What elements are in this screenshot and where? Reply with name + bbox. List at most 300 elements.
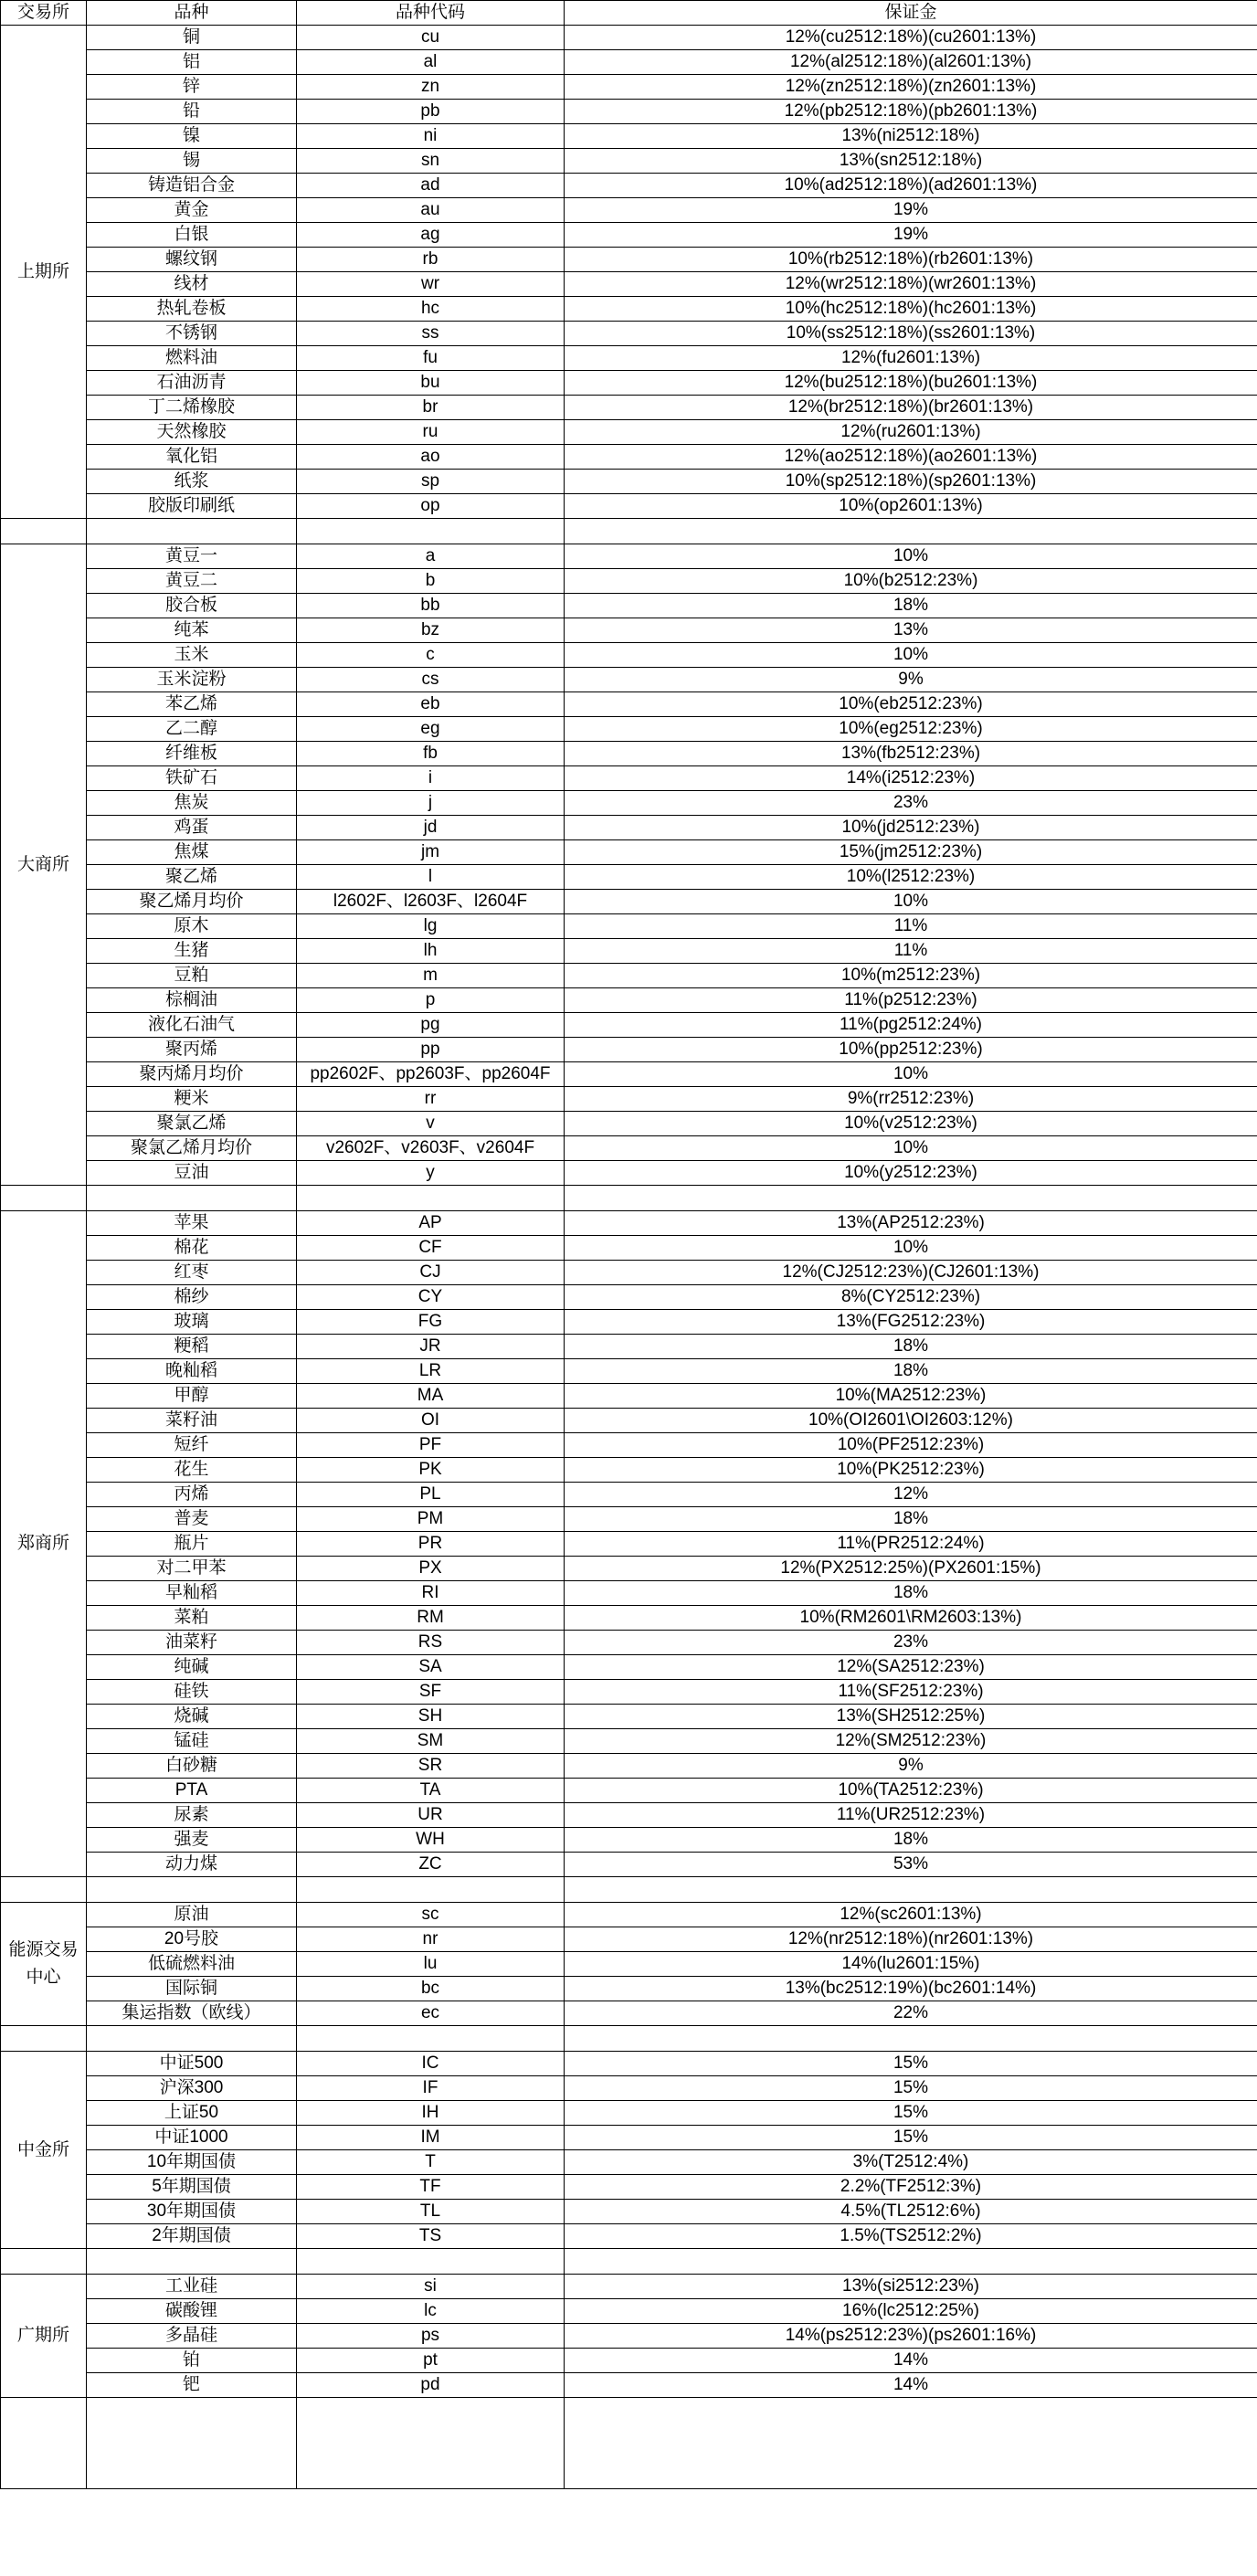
table-row xyxy=(1,618,1257,643)
code-cell: OI xyxy=(297,1409,565,1433)
table-row xyxy=(1,124,1257,149)
table-row xyxy=(1,890,1257,914)
margin-cell: 4.5%(TL2512:6%) xyxy=(565,2200,1257,2224)
code-cell: op xyxy=(297,494,565,519)
table-row xyxy=(1,322,1257,346)
variety-cell: 聚丙烯月均价 xyxy=(87,1062,297,1087)
code-cell: SM xyxy=(297,1729,565,1754)
variety-cell: 粳稻 xyxy=(87,1335,297,1359)
variety-cell: 动力煤 xyxy=(87,1853,297,1877)
variety-cell: 5年期国债 xyxy=(87,2175,297,2200)
table-row xyxy=(1,766,1257,791)
variety-cell: 工业硅 xyxy=(87,2275,297,2299)
table-row xyxy=(1,544,1257,569)
code-cell: UR xyxy=(297,1803,565,1828)
table-row xyxy=(1,865,1257,890)
margin-cell: 13%(AP2512:23%) xyxy=(565,1211,1257,1236)
table-row xyxy=(1,445,1257,470)
margin-cell: 12%(sc2601:13%) xyxy=(565,1903,1257,1927)
exchange-cell: 大商所 xyxy=(1,544,87,1186)
margin-cell: 18% xyxy=(565,1507,1257,1532)
empty-cell xyxy=(1,1877,87,1903)
empty-cell xyxy=(1,519,87,544)
exchange-cell: 上期所 xyxy=(1,26,87,519)
code-cell: wr xyxy=(297,272,565,297)
table-row xyxy=(1,816,1257,840)
margin-cell: 13% xyxy=(565,618,1257,643)
table-row xyxy=(1,75,1257,100)
code-cell: rb xyxy=(297,248,565,272)
table-row xyxy=(1,2126,1257,2150)
table-row xyxy=(1,297,1257,322)
code-cell: CF xyxy=(297,1236,565,1261)
table-row xyxy=(1,1903,1257,1927)
header-code: 品种代码 xyxy=(297,1,565,26)
empty-cell xyxy=(87,2398,297,2489)
variety-cell: 铂 xyxy=(87,2349,297,2373)
margin-cell: 12%(zn2512:18%)(zn2601:13%) xyxy=(565,75,1257,100)
margin-cell: 12%(ao2512:18%)(ao2601:13%) xyxy=(565,445,1257,470)
variety-cell: 热轧卷板 xyxy=(87,297,297,322)
code-cell: SF xyxy=(297,1680,565,1705)
table-row xyxy=(1,1087,1257,1112)
table-row xyxy=(1,248,1257,272)
empty-cell xyxy=(565,519,1257,544)
table-row xyxy=(1,1112,1257,1136)
code-cell: cu xyxy=(297,26,565,50)
code-cell: hc xyxy=(297,297,565,322)
variety-cell: 甲醇 xyxy=(87,1384,297,1409)
variety-cell: 玉米 xyxy=(87,643,297,668)
separator-row xyxy=(1,1877,1257,1903)
variety-cell: 烧碱 xyxy=(87,1705,297,1729)
table-row xyxy=(1,1384,1257,1409)
margin-cell: 12%(al2512:18%)(al2601:13%) xyxy=(565,50,1257,75)
table-row xyxy=(1,1952,1257,1977)
code-cell: fb xyxy=(297,742,565,766)
margin-cell: 10%(eg2512:23%) xyxy=(565,717,1257,742)
code-cell: SR xyxy=(297,1754,565,1779)
margin-cell: 11%(pg2512:24%) xyxy=(565,1013,1257,1038)
table-row xyxy=(1,569,1257,594)
empty-cell xyxy=(1,2398,87,2489)
empty-cell xyxy=(1,2026,87,2052)
code-cell: SH xyxy=(297,1705,565,1729)
variety-cell: 苹果 xyxy=(87,1211,297,1236)
variety-cell: 燃料油 xyxy=(87,346,297,371)
variety-cell: 焦炭 xyxy=(87,791,297,816)
code-cell: pd xyxy=(297,2373,565,2398)
code-cell: MA xyxy=(297,1384,565,1409)
table-row xyxy=(1,1211,1257,1236)
code-cell: sp xyxy=(297,470,565,494)
code-cell: PL xyxy=(297,1483,565,1507)
table-row xyxy=(1,2076,1257,2101)
margin-cell: 23% xyxy=(565,1631,1257,1655)
separator-row xyxy=(1,2249,1257,2275)
empty-cell xyxy=(1,2249,87,2275)
margin-cell: 13%(ni2512:18%) xyxy=(565,124,1257,149)
margin-cell: 10%(v2512:23%) xyxy=(565,1112,1257,1136)
variety-cell: 菜籽油 xyxy=(87,1409,297,1433)
variety-cell: 聚乙烯 xyxy=(87,865,297,890)
code-cell: ad xyxy=(297,174,565,198)
margin-cell: 18% xyxy=(565,594,1257,618)
variety-cell: 锰硅 xyxy=(87,1729,297,1754)
code-cell: al xyxy=(297,50,565,75)
code-cell: WH xyxy=(297,1828,565,1853)
variety-cell: 瓶片 xyxy=(87,1532,297,1557)
margin-cell: 19% xyxy=(565,223,1257,248)
margin-cell: 10%(OI2601\OI2603:12%) xyxy=(565,1409,1257,1433)
empty-cell xyxy=(297,2398,565,2489)
margin-cell: 13%(FG2512:23%) xyxy=(565,1310,1257,1335)
table-row xyxy=(1,717,1257,742)
table-row xyxy=(1,1161,1257,1186)
variety-cell: 纯苯 xyxy=(87,618,297,643)
margin-cell: 15%(jm2512:23%) xyxy=(565,840,1257,865)
table-row xyxy=(1,2349,1257,2373)
variety-cell: 胶版印刷纸 xyxy=(87,494,297,519)
variety-cell: 2年期国债 xyxy=(87,2224,297,2249)
code-cell: lc xyxy=(297,2299,565,2324)
variety-cell: 多晶硅 xyxy=(87,2324,297,2349)
code-cell: FG xyxy=(297,1310,565,1335)
table-row xyxy=(1,1655,1257,1680)
exchange-cell: 能源交易中心 xyxy=(1,1903,87,2026)
empty-cell xyxy=(565,2249,1257,2275)
code-cell: p xyxy=(297,988,565,1013)
variety-cell: 早籼稻 xyxy=(87,1581,297,1606)
code-cell: nr xyxy=(297,1927,565,1952)
margin-cell: 10%(hc2512:18%)(hc2601:13%) xyxy=(565,297,1257,322)
variety-cell: 30年期国债 xyxy=(87,2200,297,2224)
header-exchange: 交易所 xyxy=(1,1,87,26)
table-row xyxy=(1,1606,1257,1631)
margin-cell: 13%(si2512:23%) xyxy=(565,2275,1257,2299)
margin-cell: 10%(MA2512:23%) xyxy=(565,1384,1257,1409)
margin-cell: 19% xyxy=(565,198,1257,223)
code-cell: CY xyxy=(297,1285,565,1310)
table-row xyxy=(1,668,1257,692)
margin-cell: 23% xyxy=(565,791,1257,816)
code-cell: PM xyxy=(297,1507,565,1532)
variety-cell: 玉米淀粉 xyxy=(87,668,297,692)
table-row xyxy=(1,100,1257,124)
code-cell: JR xyxy=(297,1335,565,1359)
table-row xyxy=(1,470,1257,494)
variety-cell: 粳米 xyxy=(87,1087,297,1112)
code-cell: TA xyxy=(297,1779,565,1803)
code-cell: pp xyxy=(297,1038,565,1062)
margin-cell: 10% xyxy=(565,1062,1257,1087)
variety-cell: 鸡蛋 xyxy=(87,816,297,840)
code-cell: ps xyxy=(297,2324,565,2349)
variety-cell: 集运指数（欧线） xyxy=(87,2001,297,2026)
code-cell: pp2602F、pp2603F、pp2604F xyxy=(297,1062,565,1087)
code-cell: l2602F、l2603F、l2604F xyxy=(297,890,565,914)
table-row xyxy=(1,1359,1257,1384)
variety-cell: 20号胶 xyxy=(87,1927,297,1952)
code-cell: ec xyxy=(297,2001,565,2026)
code-cell: rr xyxy=(297,1087,565,1112)
table-body xyxy=(1,26,1257,2489)
variety-cell: 线材 xyxy=(87,272,297,297)
margin-cell: 14%(i2512:23%) xyxy=(565,766,1257,791)
variety-cell: 红枣 xyxy=(87,1261,297,1285)
code-cell: y xyxy=(297,1161,565,1186)
margin-cell: 9% xyxy=(565,1754,1257,1779)
empty-cell xyxy=(87,519,297,544)
code-cell: v2602F、v2603F、v2604F xyxy=(297,1136,565,1161)
variety-cell: 国际铜 xyxy=(87,1977,297,2001)
exchange-cell: 广期所 xyxy=(1,2275,87,2398)
table-row xyxy=(1,1557,1257,1581)
variety-cell: 苯乙烯 xyxy=(87,692,297,717)
table-row xyxy=(1,223,1257,248)
table-row xyxy=(1,939,1257,964)
code-cell: jm xyxy=(297,840,565,865)
variety-cell: 焦煤 xyxy=(87,840,297,865)
header-margin: 保证金 xyxy=(565,1,1257,26)
table-row xyxy=(1,2224,1257,2249)
margin-cell: 14% xyxy=(565,2373,1257,2398)
table-row xyxy=(1,396,1257,420)
table-row xyxy=(1,791,1257,816)
code-cell: PX xyxy=(297,1557,565,1581)
margin-cell: 13%(fb2512:23%) xyxy=(565,742,1257,766)
code-cell: PK xyxy=(297,1458,565,1483)
margin-cell: 13%(bc2512:19%)(bc2601:14%) xyxy=(565,1977,1257,2001)
empty-cell xyxy=(87,2249,297,2275)
table-row xyxy=(1,2324,1257,2349)
table-row xyxy=(1,1803,1257,1828)
table-row xyxy=(1,1038,1257,1062)
variety-cell: 生猪 xyxy=(87,939,297,964)
table-row xyxy=(1,1853,1257,1877)
variety-cell: 油菜籽 xyxy=(87,1631,297,1655)
code-cell: ZC xyxy=(297,1853,565,1877)
margin-cell: 13%(sn2512:18%) xyxy=(565,149,1257,174)
table-row xyxy=(1,1729,1257,1754)
separator-row xyxy=(1,2398,1257,2489)
variety-cell: 铜 xyxy=(87,26,297,50)
margin-cell: 18% xyxy=(565,1581,1257,1606)
variety-cell: 花生 xyxy=(87,1458,297,1483)
variety-cell: 镍 xyxy=(87,124,297,149)
variety-cell: PTA xyxy=(87,1779,297,1803)
margin-cell: 15% xyxy=(565,2076,1257,2101)
margin-cell: 10%(op2601:13%) xyxy=(565,494,1257,519)
variety-cell: 白银 xyxy=(87,223,297,248)
table-row xyxy=(1,1977,1257,2001)
empty-cell xyxy=(297,519,565,544)
margin-cell: 10% xyxy=(565,643,1257,668)
margin-cell: 11%(p2512:23%) xyxy=(565,988,1257,1013)
code-cell: RM xyxy=(297,1606,565,1631)
margin-cell: 12%(SM2512:23%) xyxy=(565,1729,1257,1754)
variety-cell: 上证50 xyxy=(87,2101,297,2126)
table-row xyxy=(1,2373,1257,2398)
variety-cell: 晚籼稻 xyxy=(87,1359,297,1384)
margin-cell: 10%(PK2512:23%) xyxy=(565,1458,1257,1483)
margin-cell: 10% xyxy=(565,1236,1257,1261)
margin-cell: 9% xyxy=(565,668,1257,692)
empty-cell xyxy=(297,2026,565,2052)
code-cell: IF xyxy=(297,2076,565,2101)
variety-cell: 黄豆二 xyxy=(87,569,297,594)
variety-cell: 碳酸锂 xyxy=(87,2299,297,2324)
margin-cell: 18% xyxy=(565,1359,1257,1384)
margin-cell: 10%(b2512:23%) xyxy=(565,569,1257,594)
code-cell: br xyxy=(297,396,565,420)
variety-cell: 黄豆一 xyxy=(87,544,297,569)
code-cell: RI xyxy=(297,1581,565,1606)
table-row xyxy=(1,1310,1257,1335)
variety-cell: 普麦 xyxy=(87,1507,297,1532)
variety-cell: 原木 xyxy=(87,914,297,939)
variety-cell: 对二甲苯 xyxy=(87,1557,297,1581)
margin-cell: 11%(UR2512:23%) xyxy=(565,1803,1257,1828)
empty-cell xyxy=(87,2026,297,2052)
variety-cell: 棉纱 xyxy=(87,1285,297,1310)
margin-cell: 12%(nr2512:18%)(nr2601:13%) xyxy=(565,1927,1257,1952)
header-row xyxy=(1,1,1257,26)
table-row xyxy=(1,1631,1257,1655)
margin-cell: 15% xyxy=(565,2126,1257,2150)
table-row xyxy=(1,174,1257,198)
table-row xyxy=(1,1705,1257,1729)
code-cell: ao xyxy=(297,445,565,470)
margin-cell: 3%(T2512:4%) xyxy=(565,2150,1257,2175)
table-row xyxy=(1,914,1257,939)
variety-cell: 菜粕 xyxy=(87,1606,297,1631)
margin-cell: 53% xyxy=(565,1853,1257,1877)
margin-cell: 16%(lc2512:25%) xyxy=(565,2299,1257,2324)
margin-cell: 10%(pp2512:23%) xyxy=(565,1038,1257,1062)
variety-cell: 石油沥青 xyxy=(87,371,297,396)
margin-cell: 12%(ru2601:13%) xyxy=(565,420,1257,445)
table-row xyxy=(1,50,1257,75)
margin-cell: 11%(PR2512:24%) xyxy=(565,1532,1257,1557)
margin-cell: 10%(m2512:23%) xyxy=(565,964,1257,988)
margin-cell: 12%(cu2512:18%)(cu2601:13%) xyxy=(565,26,1257,50)
margin-cell: 10% xyxy=(565,890,1257,914)
code-cell: pg xyxy=(297,1013,565,1038)
empty-cell xyxy=(297,1877,565,1903)
code-cell: bc xyxy=(297,1977,565,2001)
margin-cell: 2.2%(TF2512:3%) xyxy=(565,2175,1257,2200)
code-cell: ni xyxy=(297,124,565,149)
table-row xyxy=(1,1013,1257,1038)
table-row xyxy=(1,1458,1257,1483)
margin-cell: 1.5%(TS2512:2%) xyxy=(565,2224,1257,2249)
variety-cell: 短纤 xyxy=(87,1433,297,1458)
code-cell: i xyxy=(297,766,565,791)
empty-cell xyxy=(297,1186,565,1211)
table-row xyxy=(1,2001,1257,2026)
margin-cell: 8%(CY2512:23%) xyxy=(565,1285,1257,1310)
margin-cell: 10%(RM2601\RM2603:13%) xyxy=(565,1606,1257,1631)
variety-cell: 氧化铝 xyxy=(87,445,297,470)
table-row xyxy=(1,2200,1257,2224)
variety-cell: 铅 xyxy=(87,100,297,124)
variety-cell: 纸浆 xyxy=(87,470,297,494)
table-row xyxy=(1,2299,1257,2324)
variety-cell: 锌 xyxy=(87,75,297,100)
margin-cell: 12%(SA2512:23%) xyxy=(565,1655,1257,1680)
variety-cell: 原油 xyxy=(87,1903,297,1927)
margin-cell: 10%(l2512:23%) xyxy=(565,865,1257,890)
margin-cell: 12%(br2512:18%)(br2601:13%) xyxy=(565,396,1257,420)
table-row xyxy=(1,1680,1257,1705)
variety-cell: 聚氯乙烯月均价 xyxy=(87,1136,297,1161)
code-cell: pb xyxy=(297,100,565,124)
margin-cell: 11% xyxy=(565,939,1257,964)
code-cell: PF xyxy=(297,1433,565,1458)
code-cell: T xyxy=(297,2150,565,2175)
variety-cell: 中证1000 xyxy=(87,2126,297,2150)
margin-cell: 12%(CJ2512:23%)(CJ2601:13%) xyxy=(565,1261,1257,1285)
variety-cell: 强麦 xyxy=(87,1828,297,1853)
table-row xyxy=(1,1261,1257,1285)
table-row xyxy=(1,742,1257,766)
table-row xyxy=(1,1532,1257,1557)
table-row xyxy=(1,371,1257,396)
variety-cell: 铸造铝合金 xyxy=(87,174,297,198)
empty-cell xyxy=(87,1186,297,1211)
exchange-cell: 郑商所 xyxy=(1,1211,87,1877)
table-row xyxy=(1,1409,1257,1433)
margin-cell: 10%(TA2512:23%) xyxy=(565,1779,1257,1803)
code-cell: TL xyxy=(297,2200,565,2224)
variety-cell: 低硫燃料油 xyxy=(87,1952,297,1977)
margin-cell: 14% xyxy=(565,2349,1257,2373)
empty-cell xyxy=(565,2398,1257,2489)
empty-cell xyxy=(87,1877,297,1903)
code-cell: LR xyxy=(297,1359,565,1384)
variety-cell: 黄金 xyxy=(87,198,297,223)
code-cell: sn xyxy=(297,149,565,174)
table-row xyxy=(1,840,1257,865)
variety-cell: 聚氯乙烯 xyxy=(87,1112,297,1136)
table-row xyxy=(1,594,1257,618)
separator-row xyxy=(1,2026,1257,2052)
variety-cell: 锡 xyxy=(87,149,297,174)
margin-cell: 10% xyxy=(565,1136,1257,1161)
header-variety: 品种 xyxy=(87,1,297,26)
code-cell: bb xyxy=(297,594,565,618)
code-cell: TF xyxy=(297,2175,565,2200)
code-cell: cs xyxy=(297,668,565,692)
table-row xyxy=(1,2175,1257,2200)
margin-cell: 14%(lu2601:15%) xyxy=(565,1952,1257,1977)
code-cell: eb xyxy=(297,692,565,717)
code-cell: au xyxy=(297,198,565,223)
code-cell: j xyxy=(297,791,565,816)
table-row xyxy=(1,1483,1257,1507)
variety-cell: 胶合板 xyxy=(87,594,297,618)
margin-cell: 10%(sp2512:18%)(sp2601:13%) xyxy=(565,470,1257,494)
code-cell: bz xyxy=(297,618,565,643)
margin-cell: 10%(ss2512:18%)(ss2601:13%) xyxy=(565,322,1257,346)
variety-cell: 丁二烯橡胶 xyxy=(87,396,297,420)
table-row xyxy=(1,643,1257,668)
variety-cell: 硅铁 xyxy=(87,1680,297,1705)
code-cell: bu xyxy=(297,371,565,396)
variety-cell: 丙烯 xyxy=(87,1483,297,1507)
code-cell: fu xyxy=(297,346,565,371)
